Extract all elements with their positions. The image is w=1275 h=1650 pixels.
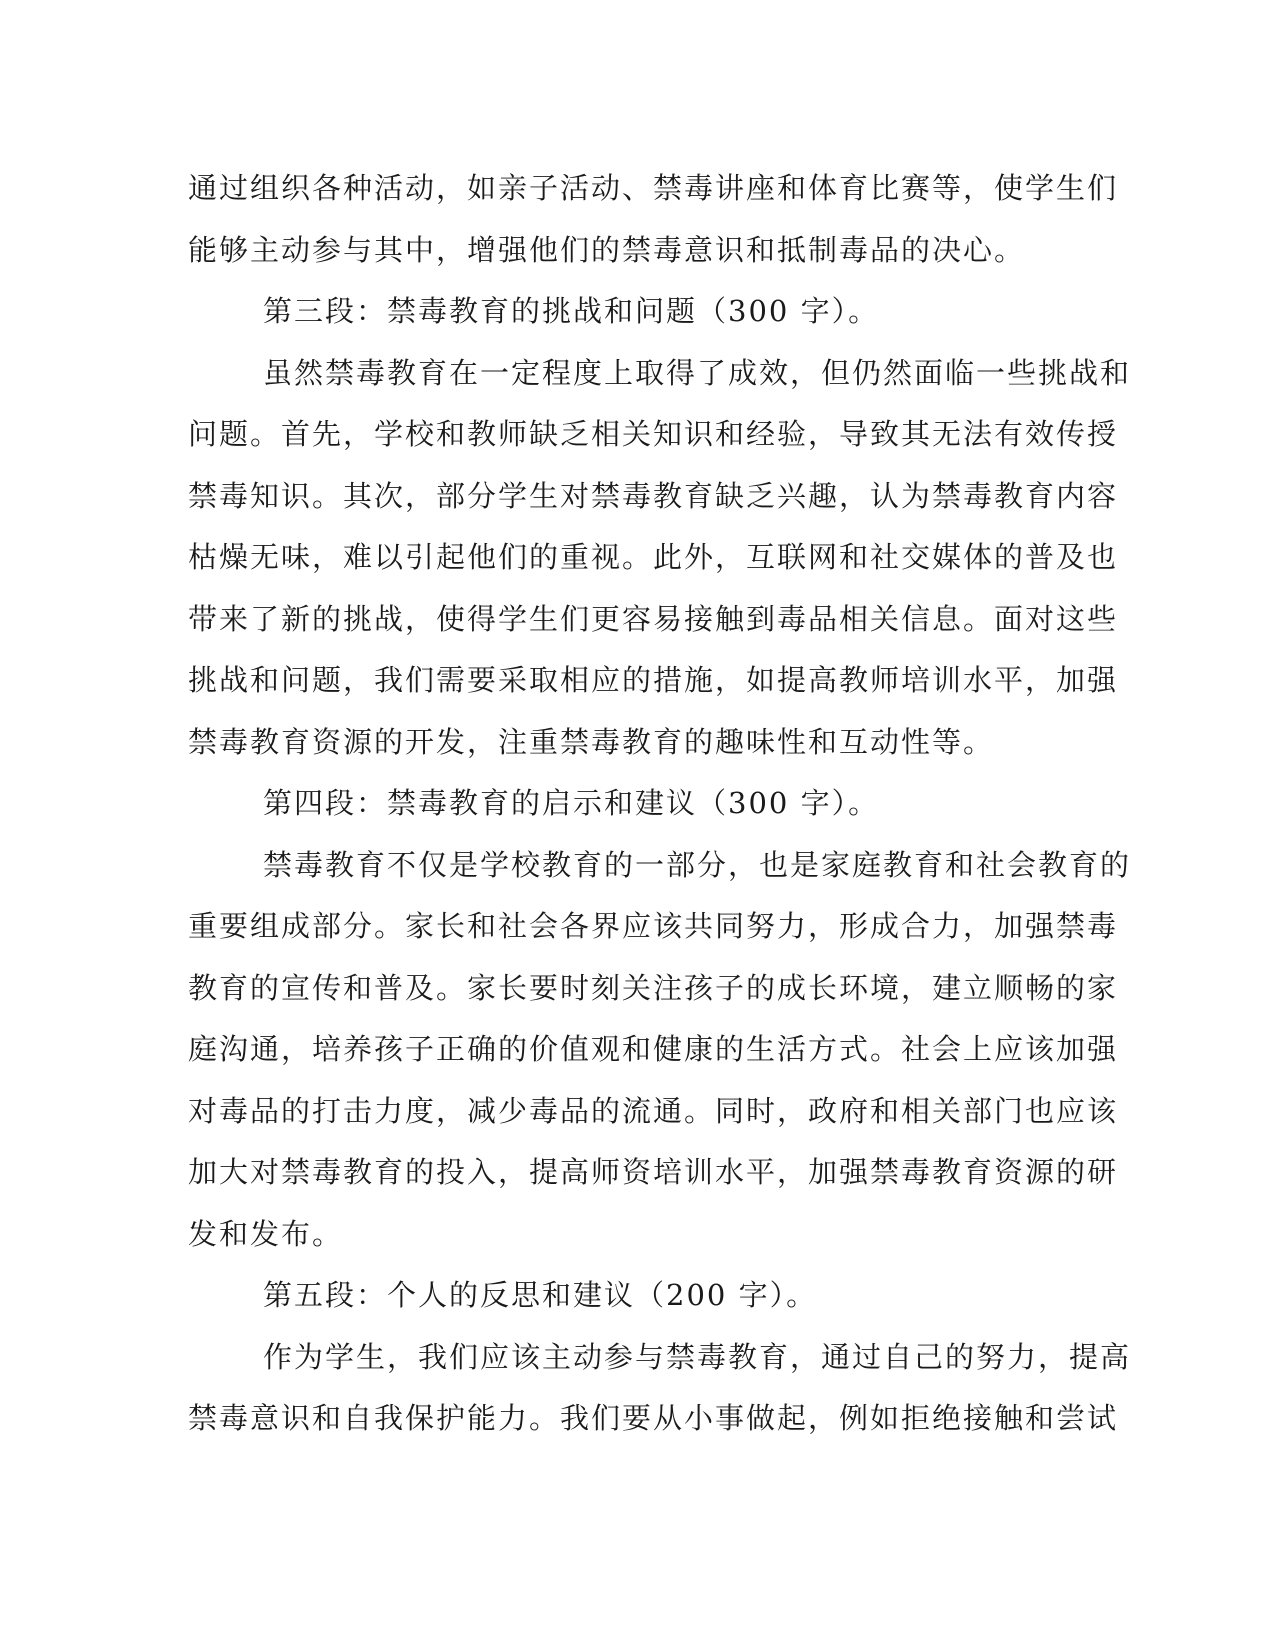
text-line: 挑战和问题，我们需要采取相应的措施，如提高教师培训水平，加强	[188, 663, 1119, 697]
text-line: 加大对禁毒教育的投入，提高师资培训水平，加强禁毒教育资源的研	[188, 1155, 1119, 1189]
text-line: 禁毒意识和自我保护能力。我们要从小事做起，例如拒绝接触和尝试	[188, 1401, 1119, 1435]
text-line: 虽然禁毒教育在一定程度上取得了成效，但仍然面临一些挑战和	[263, 355, 1132, 390]
section-heading: 第三段：禁毒教育的挑战和问题（300 字）。	[263, 294, 880, 328]
text-line: 枯燥无味，难以引起他们的重视。此外，互联网和社交媒体的普及也	[188, 540, 1119, 574]
text-line: 通过组织各种活动，如亲子活动、禁毒讲座和体育比赛等，使学生们	[188, 171, 1119, 205]
text-line: 能够主动参与其中，增强他们的禁毒意识和抵制毒品的决心。	[188, 232, 1026, 267]
text-line: 禁毒知识。其次，部分学生对禁毒教育缺乏兴趣，认为禁毒教育内容	[188, 478, 1119, 513]
text-line: 发和发布。	[188, 1216, 344, 1251]
text-line: 禁毒教育资源的开发，注重禁毒教育的趣味性和互动性等。	[188, 724, 995, 759]
text-line: 重要组成部分。家长和社会各界应该共同努力，形成合力，加强禁毒	[188, 909, 1119, 943]
text-line: 问题。首先，学校和教师缺乏相关知识和经验，导致其无法有效传授	[188, 417, 1119, 451]
section-heading: 第五段：个人的反思和建议（200 字）。	[263, 1278, 818, 1312]
text-line: 作为学生，我们应该主动参与禁毒教育，通过自己的努力，提高	[263, 1339, 1132, 1374]
text-line: 教育的宣传和普及。家长要时刻关注孩子的成长环境，建立顺畅的家	[188, 970, 1119, 1005]
text-line: 带来了新的挑战，使得学生们更容易接触到毒品相关信息。面对这些	[188, 601, 1119, 636]
text-line: 禁毒教育不仅是学校教育的一部分，也是家庭教育和社会教育的	[263, 847, 1132, 882]
text-line: 对毒品的打击力度，减少毒品的流通。同时，政府和相关部门也应该	[188, 1093, 1119, 1128]
body-text	[188, 158, 1132, 1450]
text-line: 庭沟通，培养孩子正确的价值观和健康的生活方式。社会上应该加强	[188, 1032, 1119, 1066]
section-heading: 第四段：禁毒教育的启示和建议（300 字）。	[263, 786, 880, 820]
